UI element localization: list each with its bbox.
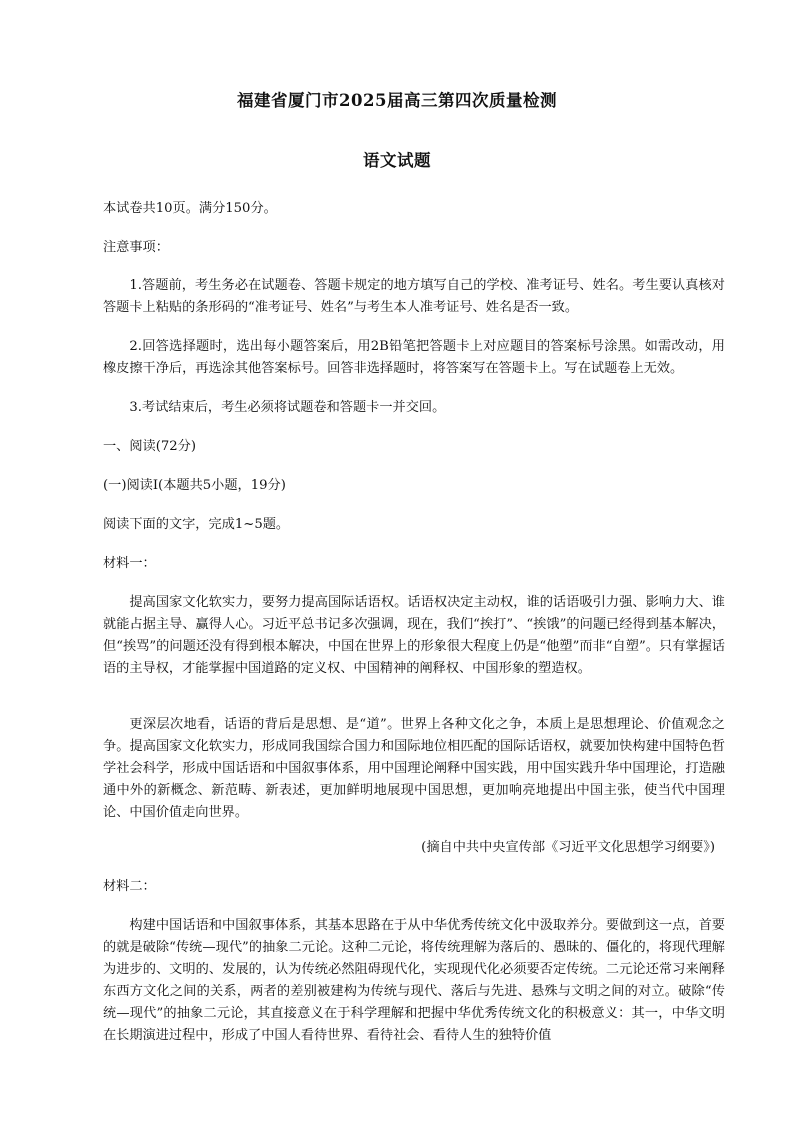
material-1-source: (摘自中共中央宣传部《习近平文化思想学习纲要》) xyxy=(421,840,715,855)
page-subtitle: 语文试题 xyxy=(363,151,431,170)
material-1-label: 材料一： xyxy=(103,556,156,571)
exam-info: 本试卷共10页。满分150分。 xyxy=(103,201,277,216)
note-3: 3.考试结束后，考生必须将试题卷和答题卡一并交回。 xyxy=(129,400,446,415)
note-2: 2.回答选择题时，选出每小题答案后，用2B铅笔把答题卡上对应题目的答案标号涂黑。如需改动，用橡皮擦干净后，再选涂其他答案标号。回答非选择题时，将答案写在答题卡上。写在试题卷上无效。 xyxy=(103,339,725,376)
notes-heading: 注意事项： xyxy=(103,240,169,255)
page-title: 福建省厦门市2025届高三第四次质量检测 xyxy=(237,91,557,110)
material-2-paragraph: 构建中国话语和中国叙事体系，其基本思路在于从中华优秀传统文化中汲取养分。要做到这一点，首要的就是破除“传统—现代”的抽象二元论。这种二元论，将传统理解为落后的、愚昧的、僵化的，将现代理解为进步的、文明的、发展的，认为传统必然阻碍现代化，实现现代化必须要否定传统。二元论还常习来阐释东西方文化之间的关系，两者的差别被建构为传统与现代、落后与先进、悬殊与文明之间的对立。破除“传统—现代”的抽象二元论，其直接意义在于科学理解和把握中华优秀传统文化的积极意义：其一，中华文明在长期演进过程中，形成了中国人看待世界、看待社会、看待人生的独特价值 xyxy=(103,918,725,1043)
section-heading: 一、阅读(72分) xyxy=(103,439,197,454)
reading-instruction: 阅读下面的文字，完成1~5题。 xyxy=(103,517,290,532)
material-1-paragraph: 提高国家文化软实力，要努力提高国际话语权。话语权决定主动权，谁的话语吸引力强、影响力大、谁就能占据主导、赢得人心。习近平总书记多次强调，现在，我们“挨打”、“挨饿”的问题已经得到基本解决，但“挨骂”的问题还没有得到根本解决，中国在世界上的形象很大程度上仍是“他塑”而非“自塑”。只有掌握话语的主导权，才能掌握中国道路的定义权、中国精神的阐释权、中国形象的塑造权。 xyxy=(103,595,725,676)
material-1-paragraph: 更深层次地看，话语的背后是思想、是“道”。世界上各种文化之争，本质上是思想理论、价值观念之争。提高国家文化软实力，形成同我国综合国力和国际地位相匹配的国际话语权，就要加快构建中国特色哲学社会科学，形成中国话语和中国叙事体系，用中国理论阐释中国实践，用中国实践升华中国理论，打造融通中外的新概念、新范畴、新表述，更加鲜明地展现中国思想，更加响亮地提出中国主张，使当代中国理论、中国价值走向世界。 xyxy=(103,717,725,820)
material-2-label: 材料二： xyxy=(103,879,156,894)
note-1: 1.答题前，考生务必在试题卷、答题卡规定的地方填写自己的学校、准考证号、姓名。考生要认真核对答题卡上粘贴的条形码的“准考证号、姓名”与考生本人准考证号、姓名是否一致。 xyxy=(103,278,725,315)
sub-section-heading: (一)阅读Ⅰ(本题共5小题，19分) xyxy=(103,478,286,493)
